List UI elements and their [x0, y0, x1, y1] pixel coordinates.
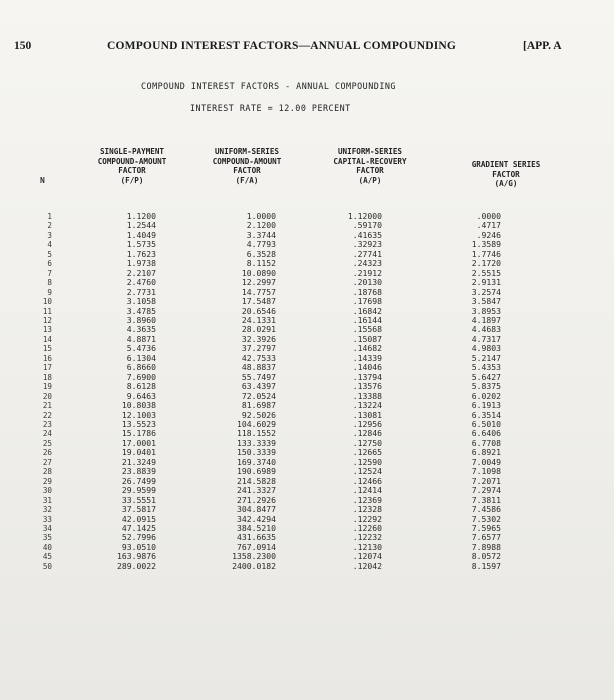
- ap-cell: .12292: [352, 513, 382, 524]
- fa-cell: 37.2797: [241, 343, 276, 354]
- ag-cell: 6.0202: [471, 390, 501, 401]
- fp-cell: 6.1304: [126, 352, 156, 363]
- ap-cell: .16842: [352, 305, 382, 316]
- fa-cell: 384.5210: [237, 522, 276, 533]
- fa-cell: 342.4294: [237, 513, 276, 524]
- ap-cell: .12846: [352, 428, 382, 439]
- header-ap-line: CAPITAL-RECOVERY: [333, 156, 407, 166]
- fa-cell: 42.7533: [241, 352, 276, 363]
- ap-cell: .14682: [352, 343, 382, 354]
- table-title: COMPOUND INTEREST FACTORS - ANNUAL COMPOUNDING: [141, 81, 396, 91]
- period-cell: 8: [47, 278, 52, 288]
- page-number: 150: [14, 40, 32, 52]
- period-cell: 19: [42, 382, 52, 392]
- ap-cell: .12074: [352, 551, 382, 562]
- ag-cell: 5.8375: [471, 381, 501, 392]
- period-cell: 10: [42, 297, 52, 307]
- fp-cell: 93.0510: [121, 541, 156, 552]
- ag-cell: 4.1897: [471, 314, 501, 325]
- ag-cell: 7.5302: [471, 513, 501, 524]
- fa-cell: 10.0890: [241, 267, 276, 278]
- ap-cell: .59170: [352, 220, 382, 231]
- fa-cell: 28.0291: [241, 324, 276, 335]
- ag-cell: 6.6406: [471, 428, 501, 439]
- chapter-title: COMPOUND INTEREST FACTORS—ANNUAL COMPOUNDING: [107, 40, 457, 52]
- ap-cell: .32923: [352, 239, 382, 250]
- column-fa: [226, 212, 276, 571]
- period-cell: 15: [42, 344, 52, 354]
- header-ap-line: (A/P): [358, 175, 382, 185]
- header-fa-line: (F/A): [235, 175, 259, 185]
- fa-cell: 17.5487: [241, 296, 276, 307]
- fa-cell: 72.0524: [241, 390, 276, 401]
- ap-cell: .12956: [352, 418, 382, 429]
- ag-cell: 7.5965: [471, 522, 501, 533]
- fa-cell: 241.3327: [237, 485, 276, 496]
- fa-cell: 1.0000: [246, 211, 276, 221]
- ag-cell: 7.8988: [471, 541, 501, 552]
- ap-cell: .13081: [352, 409, 382, 420]
- header-fp: [74, 147, 190, 185]
- ap-cell: .12590: [352, 456, 382, 467]
- fa-cell: 118.1552: [237, 428, 276, 439]
- fa-cell: 150.3339: [237, 447, 276, 458]
- fp-cell: 2.2107: [126, 267, 156, 278]
- ap-cell: .27741: [352, 248, 382, 259]
- fa-cell: 190.6989: [237, 466, 276, 477]
- ap-cell: .16144: [352, 314, 382, 325]
- ap-cell: .12665: [352, 447, 382, 458]
- period-cell: 25: [42, 438, 52, 448]
- ap-cell: .13794: [352, 371, 382, 382]
- ap-cell: .12524: [352, 466, 382, 477]
- ag-cell: 8.1597: [471, 560, 501, 571]
- ap-cell: .12042: [352, 560, 382, 571]
- header-fp-line: SINGLE-PAYMENT: [99, 147, 164, 156]
- header-fp-line: (F/P): [120, 175, 144, 185]
- period-cell: 7: [47, 268, 52, 278]
- fp-cell: 52.7996: [121, 532, 156, 543]
- ap-cell: .17698: [352, 296, 382, 307]
- ag-cell: 6.8921: [471, 447, 501, 458]
- ag-cell: 7.0049: [471, 456, 501, 467]
- period-cell: 40: [42, 542, 52, 552]
- fa-cell: 81.6987: [241, 400, 276, 411]
- ag-cell: 6.7708: [471, 437, 501, 448]
- fp-cell: 21.3249: [121, 456, 156, 467]
- fp-cell: 2.7731: [126, 286, 156, 297]
- ap-cell: .12750: [352, 437, 382, 448]
- ag-cell: 6.3514: [471, 409, 501, 420]
- column-n: [24, 212, 52, 571]
- fp-cell: 3.4785: [126, 305, 156, 316]
- fp-cell: 6.8660: [126, 362, 156, 373]
- period-cell: 27: [42, 457, 52, 467]
- period-cell: 30: [42, 486, 52, 496]
- ag-cell: 7.6577: [471, 532, 501, 543]
- period-cell: 45: [42, 552, 52, 562]
- period-cell: 18: [42, 372, 52, 382]
- n-header: N: [40, 176, 45, 185]
- fp-cell: 47.1425: [121, 522, 156, 533]
- fp-cell: 3.8960: [126, 314, 156, 325]
- fa-cell: 24.1331: [241, 314, 276, 325]
- period-cell: 6: [47, 259, 52, 269]
- period-cell: 20: [42, 391, 52, 401]
- fa-cell: 214.5828: [237, 475, 276, 486]
- ap-cell: .24323: [352, 258, 382, 269]
- ag-cell: 4.9803: [471, 343, 501, 354]
- ag-cell: 7.3811: [471, 494, 501, 505]
- ag-cell: 1.7746: [471, 248, 501, 259]
- column-ap: [336, 212, 382, 571]
- fp-cell: 1.9738: [126, 258, 156, 269]
- header-fp-line: COMPOUND-AMOUNT: [97, 156, 167, 166]
- period-cell: 12: [42, 315, 52, 325]
- ag-cell: .9246: [476, 229, 501, 240]
- appendix-label: [APP. A: [523, 40, 562, 52]
- fa-cell: 6.3528: [246, 248, 276, 259]
- ag-cell: 2.5515: [471, 267, 501, 278]
- period-cell: 17: [42, 363, 52, 373]
- ap-cell: .14046: [352, 362, 382, 373]
- ag-cell: 1.3589: [471, 239, 501, 250]
- ag-cell: .0000: [476, 211, 501, 221]
- period-cell: 1: [47, 212, 52, 221]
- fa-cell: 271.2926: [237, 494, 276, 505]
- period-cell: 50: [42, 561, 52, 571]
- ap-cell: .12130: [352, 541, 382, 552]
- fp-cell: 15.1786: [121, 428, 156, 439]
- ag-cell: 5.4353: [471, 362, 501, 373]
- fa-cell: 133.3339: [237, 437, 276, 448]
- period-cell: 21: [42, 401, 52, 411]
- period-cell: 23: [42, 419, 52, 429]
- fa-cell: 8.1152: [246, 258, 276, 269]
- fp-cell: 1.2544: [126, 220, 156, 231]
- column-fp: [110, 212, 156, 571]
- header-ag-line: (A/G): [494, 179, 518, 189]
- fp-cell: 12.1003: [121, 409, 156, 420]
- header-fa-line: UNIFORM-SERIES: [214, 147, 279, 156]
- fp-cell: 1.1200: [126, 211, 156, 221]
- period-cell: 9: [47, 287, 52, 297]
- ap-cell: .18768: [352, 286, 382, 297]
- fa-cell: 169.3740: [237, 456, 276, 467]
- period-cell: 35: [42, 533, 52, 543]
- period-cell: 13: [42, 325, 52, 335]
- ag-cell: 6.5010: [471, 418, 501, 429]
- running-head: [0, 40, 614, 56]
- period-cell: 16: [42, 353, 52, 363]
- ag-cell: 7.4586: [471, 504, 501, 515]
- ap-cell: .20130: [352, 277, 382, 288]
- fa-cell: 767.0914: [237, 541, 276, 552]
- ap-cell: .13576: [352, 381, 382, 392]
- period-cell: 5: [47, 249, 52, 259]
- period-cell: 24: [42, 429, 52, 439]
- ag-cell: 5.2147: [471, 352, 501, 363]
- fa-cell: 2400.0182: [232, 560, 276, 571]
- ag-cell: 4.7317: [471, 333, 501, 344]
- ag-cell: 3.2574: [471, 286, 501, 297]
- ap-cell: .13388: [352, 390, 382, 401]
- ap-cell: .12260: [352, 522, 382, 533]
- ap-cell: .12414: [352, 485, 382, 496]
- fa-cell: 431.6635: [237, 532, 276, 543]
- fp-cell: 37.5817: [121, 504, 156, 515]
- fp-cell: 289.0022: [117, 560, 156, 571]
- period-cell: 2: [47, 221, 52, 231]
- ag-cell: 8.0572: [471, 551, 501, 562]
- ap-cell: .15568: [352, 324, 382, 335]
- fp-cell: 19.0401: [121, 447, 156, 458]
- ap-cell: 1.12000: [347, 211, 382, 221]
- fp-cell: 13.5523: [121, 418, 156, 429]
- fp-cell: 2.4760: [126, 277, 156, 288]
- fa-cell: 20.6546: [241, 305, 276, 316]
- header-fa-line: FACTOR: [233, 166, 261, 176]
- fp-cell: 1.4049: [126, 229, 156, 240]
- fp-cell: 1.5735: [126, 239, 156, 250]
- ap-cell: .12328: [352, 504, 382, 515]
- fa-cell: 63.4397: [241, 381, 276, 392]
- period-cell: 26: [42, 448, 52, 458]
- header-ag: [436, 160, 576, 189]
- ap-cell: .12466: [352, 475, 382, 486]
- ag-cell: 4.4683: [471, 324, 501, 335]
- period-cell: 32: [42, 505, 52, 515]
- fp-cell: 23.8839: [121, 466, 156, 477]
- fp-cell: 33.5551: [121, 494, 156, 505]
- fa-cell: 92.5026: [241, 409, 276, 420]
- period-cell: 22: [42, 410, 52, 420]
- header-fa: [189, 147, 305, 185]
- header-fa-line: COMPOUND-AMOUNT: [212, 156, 282, 166]
- fp-cell: 10.8038: [121, 400, 156, 411]
- fp-cell: 4.3635: [126, 324, 156, 335]
- fp-cell: 29.9599: [121, 485, 156, 496]
- ag-cell: 7.1098: [471, 466, 501, 477]
- header-ap: [308, 147, 432, 185]
- period-cell: 31: [42, 495, 52, 505]
- column-ag: [455, 212, 501, 571]
- period-cell: 34: [42, 523, 52, 533]
- fa-cell: 32.3926: [241, 333, 276, 344]
- ap-cell: .12232: [352, 532, 382, 543]
- period-cell: 29: [42, 476, 52, 486]
- ag-cell: 7.2071: [471, 475, 501, 486]
- fp-cell: 17.0001: [121, 437, 156, 448]
- fa-cell: 4.7793: [246, 239, 276, 250]
- fp-cell: 8.6128: [126, 381, 156, 392]
- fa-cell: 55.7497: [241, 371, 276, 382]
- ag-cell: 3.5847: [471, 296, 501, 307]
- fa-cell: 304.8477: [237, 504, 276, 515]
- fp-cell: 3.1058: [126, 296, 156, 307]
- period-cell: 11: [42, 306, 52, 316]
- period-cell: 14: [42, 334, 52, 344]
- ag-cell: 6.1913: [471, 400, 501, 411]
- fp-cell: 5.4736: [126, 343, 156, 354]
- period-cell: 4: [47, 240, 52, 250]
- ag-cell: .4717: [476, 220, 501, 231]
- ag-cell: 2.1720: [471, 258, 501, 269]
- fa-cell: 1358.2300: [232, 551, 276, 562]
- fa-cell: 14.7757: [241, 286, 276, 297]
- fa-cell: 48.8837: [241, 362, 276, 373]
- header-ap-line: FACTOR: [356, 166, 384, 176]
- ag-cell: 2.9131: [471, 277, 501, 288]
- header-fp-line: FACTOR: [118, 166, 146, 176]
- fp-cell: 9.6463: [126, 390, 156, 401]
- period-cell: 28: [42, 467, 52, 477]
- ag-cell: 3.8953: [471, 305, 501, 316]
- fa-cell: 3.3744: [246, 229, 276, 240]
- header-ap-line: UNIFORM-SERIES: [337, 147, 402, 156]
- fp-cell: 7.6900: [126, 371, 156, 382]
- fp-cell: 1.7623: [126, 248, 156, 259]
- fa-cell: 12.2997: [241, 277, 276, 288]
- ap-cell: .15087: [352, 333, 382, 344]
- period-cell: 3: [47, 230, 52, 240]
- fa-cell: 2.1200: [246, 220, 276, 231]
- ap-cell: .12369: [352, 494, 382, 505]
- period-cell: 33: [42, 514, 52, 524]
- ap-cell: .41635: [352, 229, 382, 240]
- fp-cell: 163.9876: [117, 551, 156, 562]
- ag-cell: 5.6427: [471, 371, 501, 382]
- fp-cell: 42.0915: [121, 513, 156, 524]
- fa-cell: 104.6029: [237, 418, 276, 429]
- ap-cell: .14339: [352, 352, 382, 363]
- fp-cell: 4.8871: [126, 333, 156, 344]
- interest-rate-line: INTEREST RATE = 12.00 PERCENT: [190, 103, 351, 113]
- ap-cell: .13224: [352, 400, 382, 411]
- ap-cell: .21912: [352, 267, 382, 278]
- ag-cell: 7.2974: [471, 485, 501, 496]
- header-ag-line: FACTOR: [492, 169, 520, 179]
- header-ag-line: GRADIENT SERIES: [471, 160, 541, 169]
- fp-cell: 26.7499: [121, 475, 156, 486]
